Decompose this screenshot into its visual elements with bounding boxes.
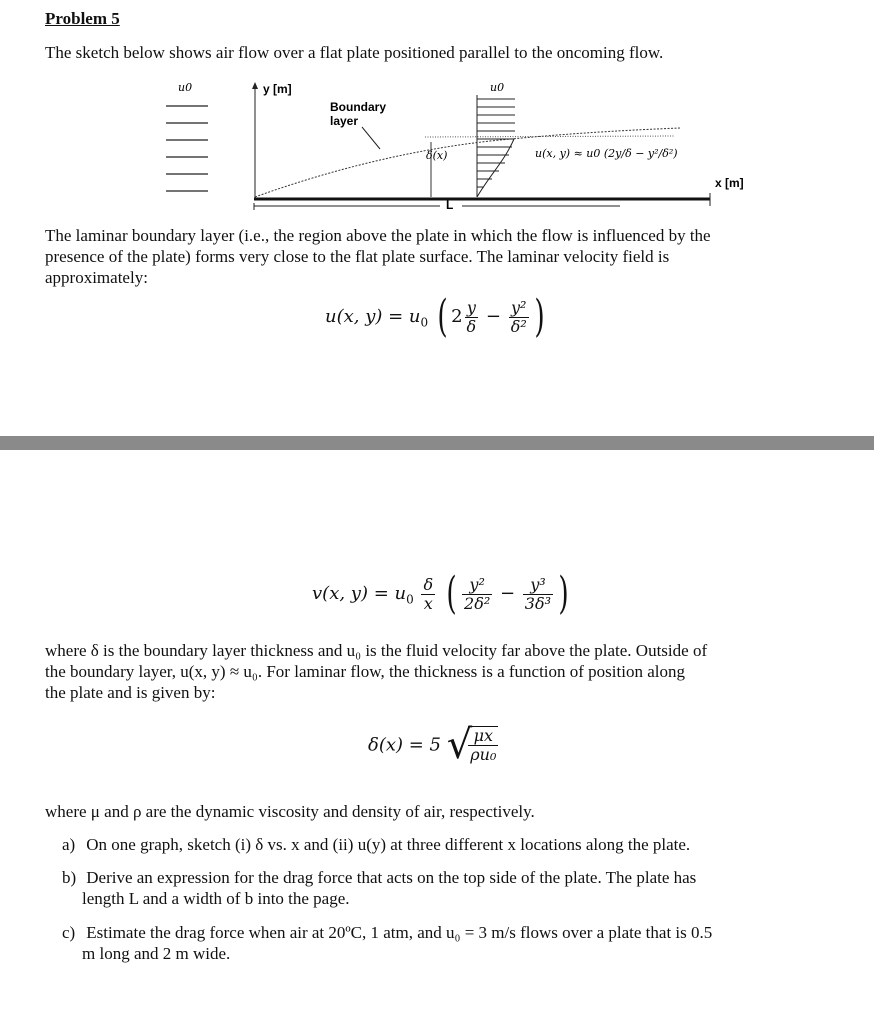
- boundary-label-1: Boundary: [330, 100, 387, 114]
- problem-title: Problem 5: [45, 9, 120, 28]
- paragraph-3: where μ and ρ are the dynamic viscosity and density of air, respectively.: [45, 802, 535, 821]
- profile-formula: u(x, y) ≈ u0 (2y/δ − y²/δ²): [535, 147, 678, 160]
- velocity-profile: [477, 95, 515, 197]
- u0-left-label: u0: [178, 81, 193, 94]
- intro-text: The sketch below shows air flow over a flat plate positioned parallel to the oncoming flow.: [45, 43, 664, 62]
- paragraph-2: where δ is the boundary layer thickness and u₀ is the fluid velocity far above the plate. Outside of the boundary layer, u(x, y) ≈ u₀. For laminar flow, the thickness is a function of position along the plate and is given by:: [45, 641, 708, 702]
- paragraph-1: The laminar boundary layer (i.e., the region above the plate in which the flow is influenced by the presence of the plate) forms very close to the flat plate surface. The laminar velocity field is approximately:: [45, 226, 711, 287]
- equation-v: v(x, $y) = u_0$ $\frac{\delta}{x}$ ( $\frac{\text{y²}}{\text{2δ²}}$ − $\frac{\text{y³}}{\text{3δ³}}$ ): [312, 568, 569, 619]
- flow-sketch: [150, 75, 750, 210]
- item-a: a) On one graph, sketch (i) δ vs. x and (ii) u(y) at three different x locations along the plate.: [62, 835, 691, 854]
- boundary-label-2: layer: [330, 114, 359, 128]
- y-axis-label: y [m]: [263, 82, 292, 96]
- boundary-layer-edge: [255, 128, 680, 197]
- boundary-pointer: [362, 127, 380, 149]
- equation-u: u(x, $y) = u_0$ ( 2 $\frac{y}{\delta}$ − $\frac{\text{y²}}{\text{δ²}}$ ): [325, 291, 545, 342]
- item-b: b) Derive an expression for the drag force that acts on the top side of the plate. The plate has length L and a width of b into the page.: [62, 868, 697, 908]
- x-axis-label: x [m]: [715, 176, 744, 190]
- length-label: L: [446, 198, 454, 210]
- incoming-flow-arrows: [166, 106, 208, 191]
- delta-label: δ(x): [426, 149, 448, 162]
- item-c: c) Estimate the drag force when air at 20ºC, 1 atm, and u₀ = 3 m/s flows over a plate that is 0.5 m long and 2 m wide.: [62, 923, 713, 963]
- u0-right-label: u0: [490, 81, 505, 94]
- y-axis-arrowhead: [252, 82, 258, 89]
- equation-delta: δ(x) = 5 √ $\frac{\mu x}{\text{ρu₀}}$: [368, 722, 497, 768]
- page-divider: [0, 436, 874, 450]
